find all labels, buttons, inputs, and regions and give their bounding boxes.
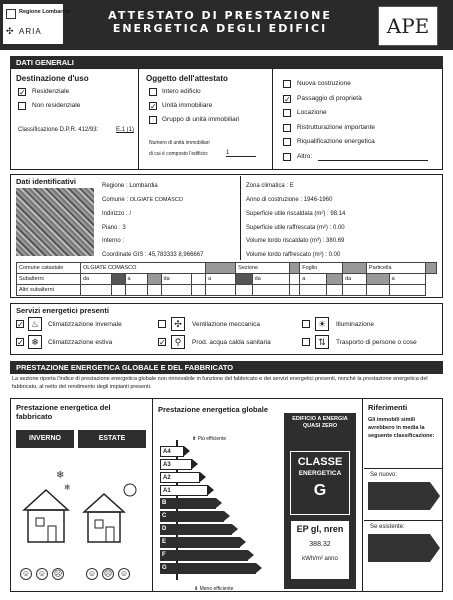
divider — [138, 68, 139, 170]
divider — [364, 520, 442, 521]
sup-raff-label: Superficie utile raffrescata (m²) — [246, 225, 328, 231]
a-label: a — [300, 274, 326, 285]
altro-input-line[interactable] — [318, 160, 428, 161]
a-label: a — [389, 274, 426, 285]
smiley-icon: ☹ — [103, 569, 113, 578]
passaggio-checkbox[interactable]: ✓ — [284, 95, 291, 104]
svg-text:❄: ❄ — [64, 483, 71, 492]
sup-risc-value: 98.14 — [330, 211, 346, 217]
ep-label: EP gl, nren — [296, 524, 344, 534]
regione-value: Lombardia — [129, 183, 158, 189]
divider — [364, 468, 442, 469]
piano-value: 3 — [122, 225, 126, 231]
logo-region-text: Regione Lombardia — [19, 9, 71, 15]
nuova-costruzione-checkbox[interactable] — [283, 80, 291, 88]
sezione-label: Sezione — [236, 263, 289, 274]
destinazione-title: Destinazione d'uso — [16, 74, 89, 83]
numero-label-1: Numero di unità immobiliari — [149, 140, 210, 146]
foglio-label: Foglio — [300, 263, 343, 274]
ep-value: 388.32 — [309, 541, 331, 548]
smiley-icon: ☺ — [21, 569, 31, 578]
a-label: a — [125, 274, 147, 285]
elevator-icon: ⇅ — [315, 335, 329, 349]
altro-label: Altro: — [297, 153, 313, 160]
energy-class-arrow-tip — [248, 550, 254, 560]
sup-raff-value: 0.00 — [332, 225, 345, 231]
inverno-header: INVERNO — [16, 430, 74, 448]
vol-raff-label: Volume lordo raffrescato (m³) — [246, 252, 324, 258]
region-logo — [3, 4, 71, 44]
clima-estiva-checkbox[interactable]: ✓ — [17, 338, 24, 347]
da-label: da — [161, 274, 192, 285]
smiley-icon: ☺ — [87, 569, 97, 578]
regione-label: Regione — [102, 183, 125, 189]
trasporto-label: Trasporto di persone o cose — [336, 339, 417, 346]
servizi-title: Servizi energetici presenti — [16, 306, 109, 315]
riferimenti-text: Gli immobili simili avrebbero in media la seguente classificazione: — [368, 417, 435, 439]
divider — [240, 176, 241, 260]
energy-class-a2: A2 — [160, 472, 200, 483]
zona-value: E — [289, 183, 294, 189]
divider — [272, 68, 273, 170]
divider — [152, 398, 153, 592]
piu-efficiente-text: Più efficiente — [197, 436, 227, 442]
page-title-line2: ENERGETICA DEGLI EDIFICI — [112, 22, 328, 35]
ape-logo: APE — [378, 6, 438, 46]
interno-label: Interno — [102, 238, 121, 244]
house-summer — [84, 484, 136, 542]
energy-class-arrow-tip — [192, 459, 198, 469]
energy-class-arrow-tip — [256, 563, 262, 573]
vol-risc-value: 380.69 — [326, 238, 345, 244]
divider — [362, 398, 363, 592]
page-title-line1: ATTESTATO DI PRESTAZIONE — [108, 9, 332, 22]
energy-class-arrow-tip — [184, 446, 190, 456]
da-label: da — [81, 274, 112, 285]
radiator-icon: ♨ — [28, 317, 42, 331]
altro-checkbox[interactable] — [283, 153, 291, 161]
non-residenziale-label: Non residenziale — [32, 102, 81, 109]
aria-icon: ✣ — [6, 26, 14, 36]
residenziale-label: Residenziale — [32, 88, 70, 95]
energy-class-a1: A1 — [160, 485, 208, 496]
ep-unit: kWh/m² anno — [302, 556, 338, 562]
lightbulb-icon: ☀ — [315, 317, 329, 331]
energy-class-arrow-tip — [208, 485, 214, 495]
smiley-icon: ☹ — [53, 569, 63, 578]
illuminazione-checkbox[interactable] — [302, 320, 310, 328]
energy-class-b: B — [160, 498, 216, 509]
arrow-down-icon: ⬇ — [194, 586, 200, 592]
vol-raff-value: 0.00 — [328, 252, 341, 258]
house-illustrations — [16, 450, 146, 560]
section-prestazione: PRESTAZIONE ENERGETICA GLOBALE E DEL FABBRICATO — [10, 361, 443, 374]
energy-class-f: F — [160, 550, 248, 561]
sup-risc-label: Superficie utile riscaldata (m²) — [246, 211, 326, 217]
svg-text:❄: ❄ — [56, 470, 65, 481]
classificazione-label: Classificazione D.P.R. 412/93: — [18, 127, 99, 133]
indirizzo-label: Indirizzo — [102, 211, 125, 217]
coordinate-label: Coordinate GIS — [102, 252, 144, 258]
riqualificazione-label: Riqualificazione energetica — [297, 138, 375, 145]
catasto-table — [16, 262, 437, 296]
vol-risc-label: Volume lordo riscaldato (m³) — [246, 238, 322, 244]
clima-invernale-checkbox[interactable]: ✓ — [17, 320, 24, 329]
residenziale-checkbox[interactable]: ✓ — [19, 88, 26, 97]
smiley-icon: ☺ — [37, 569, 47, 578]
piu-efficiente-label — [192, 436, 226, 442]
non-residenziale-checkbox[interactable] — [18, 102, 26, 110]
passaggio-label: Passaggio di proprietà — [297, 95, 362, 102]
snowflake-icon: ❄ — [28, 335, 42, 349]
energy-class-a3: A3 — [160, 459, 192, 470]
energy-class-a4: A4 — [160, 446, 184, 457]
energy-class-e: E — [160, 537, 240, 548]
energy-class-arrow-tip — [216, 498, 222, 508]
energy-class-arrow-tip — [200, 472, 206, 482]
classe-value: G — [313, 482, 327, 499]
acqua-calda-checkbox[interactable]: ✓ — [159, 338, 166, 347]
intero-edificio-label: Intero edificio — [162, 88, 201, 95]
numero-label-2: di cui è composto l'edificio: — [149, 151, 209, 157]
energy-class-arrow-tip — [240, 537, 246, 547]
anno-value: 1946-1960 — [303, 197, 333, 203]
header-bar — [0, 0, 453, 50]
energy-class-c: C — [160, 511, 224, 522]
illuminazione-label: Illuminazione — [336, 321, 374, 328]
gruppo-label: Gruppo di unità immobiliari — [162, 116, 240, 123]
classe-label-1: CLASSE — [297, 456, 343, 468]
intero-edificio-checkbox[interactable] — [149, 88, 157, 96]
section-dati-generali: DATI GENERALI — [10, 56, 443, 69]
fan-icon: ✣ — [171, 317, 185, 331]
comune-label: Comune — [102, 197, 125, 203]
nzeb-label: EDIFICIO A ENERGIA QUASI ZERO — [292, 416, 348, 429]
trasporto-checkbox[interactable] — [302, 338, 310, 346]
fabbricato-title: Prestazione energetica del fabbricato — [16, 403, 111, 421]
clima-invernale-label: Climatizzazione invernale — [48, 321, 122, 328]
clima-estiva-label: Climatizzazione estiva — [48, 339, 113, 346]
oggetto-title: Oggetto dell'attestato — [146, 74, 228, 83]
indirizzo-value: / — [129, 211, 132, 217]
locazione-label: Locazione — [297, 109, 327, 116]
house-winter — [24, 470, 71, 542]
meno-efficiente-text: Meno efficiente — [199, 586, 234, 592]
nuovo-class-arrow — [368, 482, 430, 510]
rose-icon — [6, 9, 16, 19]
identificativi-title: Dati identificativi — [16, 177, 77, 186]
classe-label-2: ENERGETICA — [298, 470, 342, 477]
se-nuovo-label: Se nuovo: — [370, 472, 398, 478]
water-tap-icon: ⚲ — [171, 335, 185, 349]
nuova-costruzione-label: Nuova costruzione — [297, 80, 351, 87]
energy-class-d: D — [160, 524, 232, 535]
aerial-photo — [16, 188, 94, 256]
energy-class-arrow-tip — [232, 524, 238, 534]
prestazione-intro: La sezione riporta l'indice di prestazione energetica globale non rinnovabile in funzione del fabbricato e dei servizi energetici presenti, nonché la prestazione energetica del fabbricato, al netto del rendimento degli impianti presenti. — [12, 376, 428, 390]
da-label: da — [343, 274, 367, 285]
gruppo-checkbox[interactable] — [149, 116, 157, 124]
unita-immobiliare-label: Unità immobiliare — [162, 102, 213, 109]
altri-subalterni-label: Altri subalterni — [17, 285, 81, 296]
estate-header: ESTATE — [78, 430, 146, 448]
nuovo-arrow-tip — [430, 482, 440, 510]
logo-aria-text: ARIA — [19, 27, 42, 36]
classificazione-value: E.1 (1) — [116, 127, 135, 133]
ventilazione-checkbox[interactable] — [158, 320, 166, 328]
coordinate-value: 45,783333 8,966667 — [148, 252, 204, 258]
comune-value: OLGIATE COMASCO — [129, 197, 184, 203]
ventilazione-label: Ventilazione meccanica — [192, 321, 260, 328]
smiley-icon: ☺ — [119, 569, 129, 578]
unita-immobiliare-checkbox[interactable]: ✓ — [150, 102, 157, 111]
arrow-up-icon: ⬆ — [192, 436, 198, 442]
esistente-arrow-tip — [430, 534, 440, 562]
zona-label: Zona climatica — [246, 183, 285, 189]
a-label: a — [206, 274, 236, 285]
meno-efficiente-label — [194, 586, 233, 592]
piano-label: Piano — [102, 225, 118, 231]
acqua-calda-label: Prod. acqua calda sanitaria — [192, 339, 271, 346]
energy-class-arrow-tip — [224, 511, 230, 521]
riferimenti-title: Riferimenti — [368, 403, 408, 412]
se-esistente-label: Se esistente: — [370, 524, 405, 530]
numero-value: 1 — [226, 150, 256, 157]
locazione-checkbox[interactable] — [283, 109, 291, 117]
particella-label: Particella — [366, 263, 425, 274]
comune-catastale-value: OLGIATE COMASCO — [81, 263, 206, 274]
comune-catastale-label: Comune catastale — [17, 263, 81, 274]
subalterni-label: Subalterni — [17, 274, 81, 285]
globale-title: Prestazione energetica globale — [158, 405, 269, 414]
da-label: da — [252, 274, 289, 285]
ristrutturazione-checkbox[interactable] — [283, 124, 291, 132]
anno-label: Anno di costruzione — [246, 197, 299, 203]
riqualificazione-checkbox[interactable] — [283, 138, 291, 146]
ristrutturazione-label: Ristrutturazione importante — [297, 124, 376, 131]
energy-class-g: G — [160, 563, 256, 574]
esistente-class-arrow — [368, 534, 430, 562]
